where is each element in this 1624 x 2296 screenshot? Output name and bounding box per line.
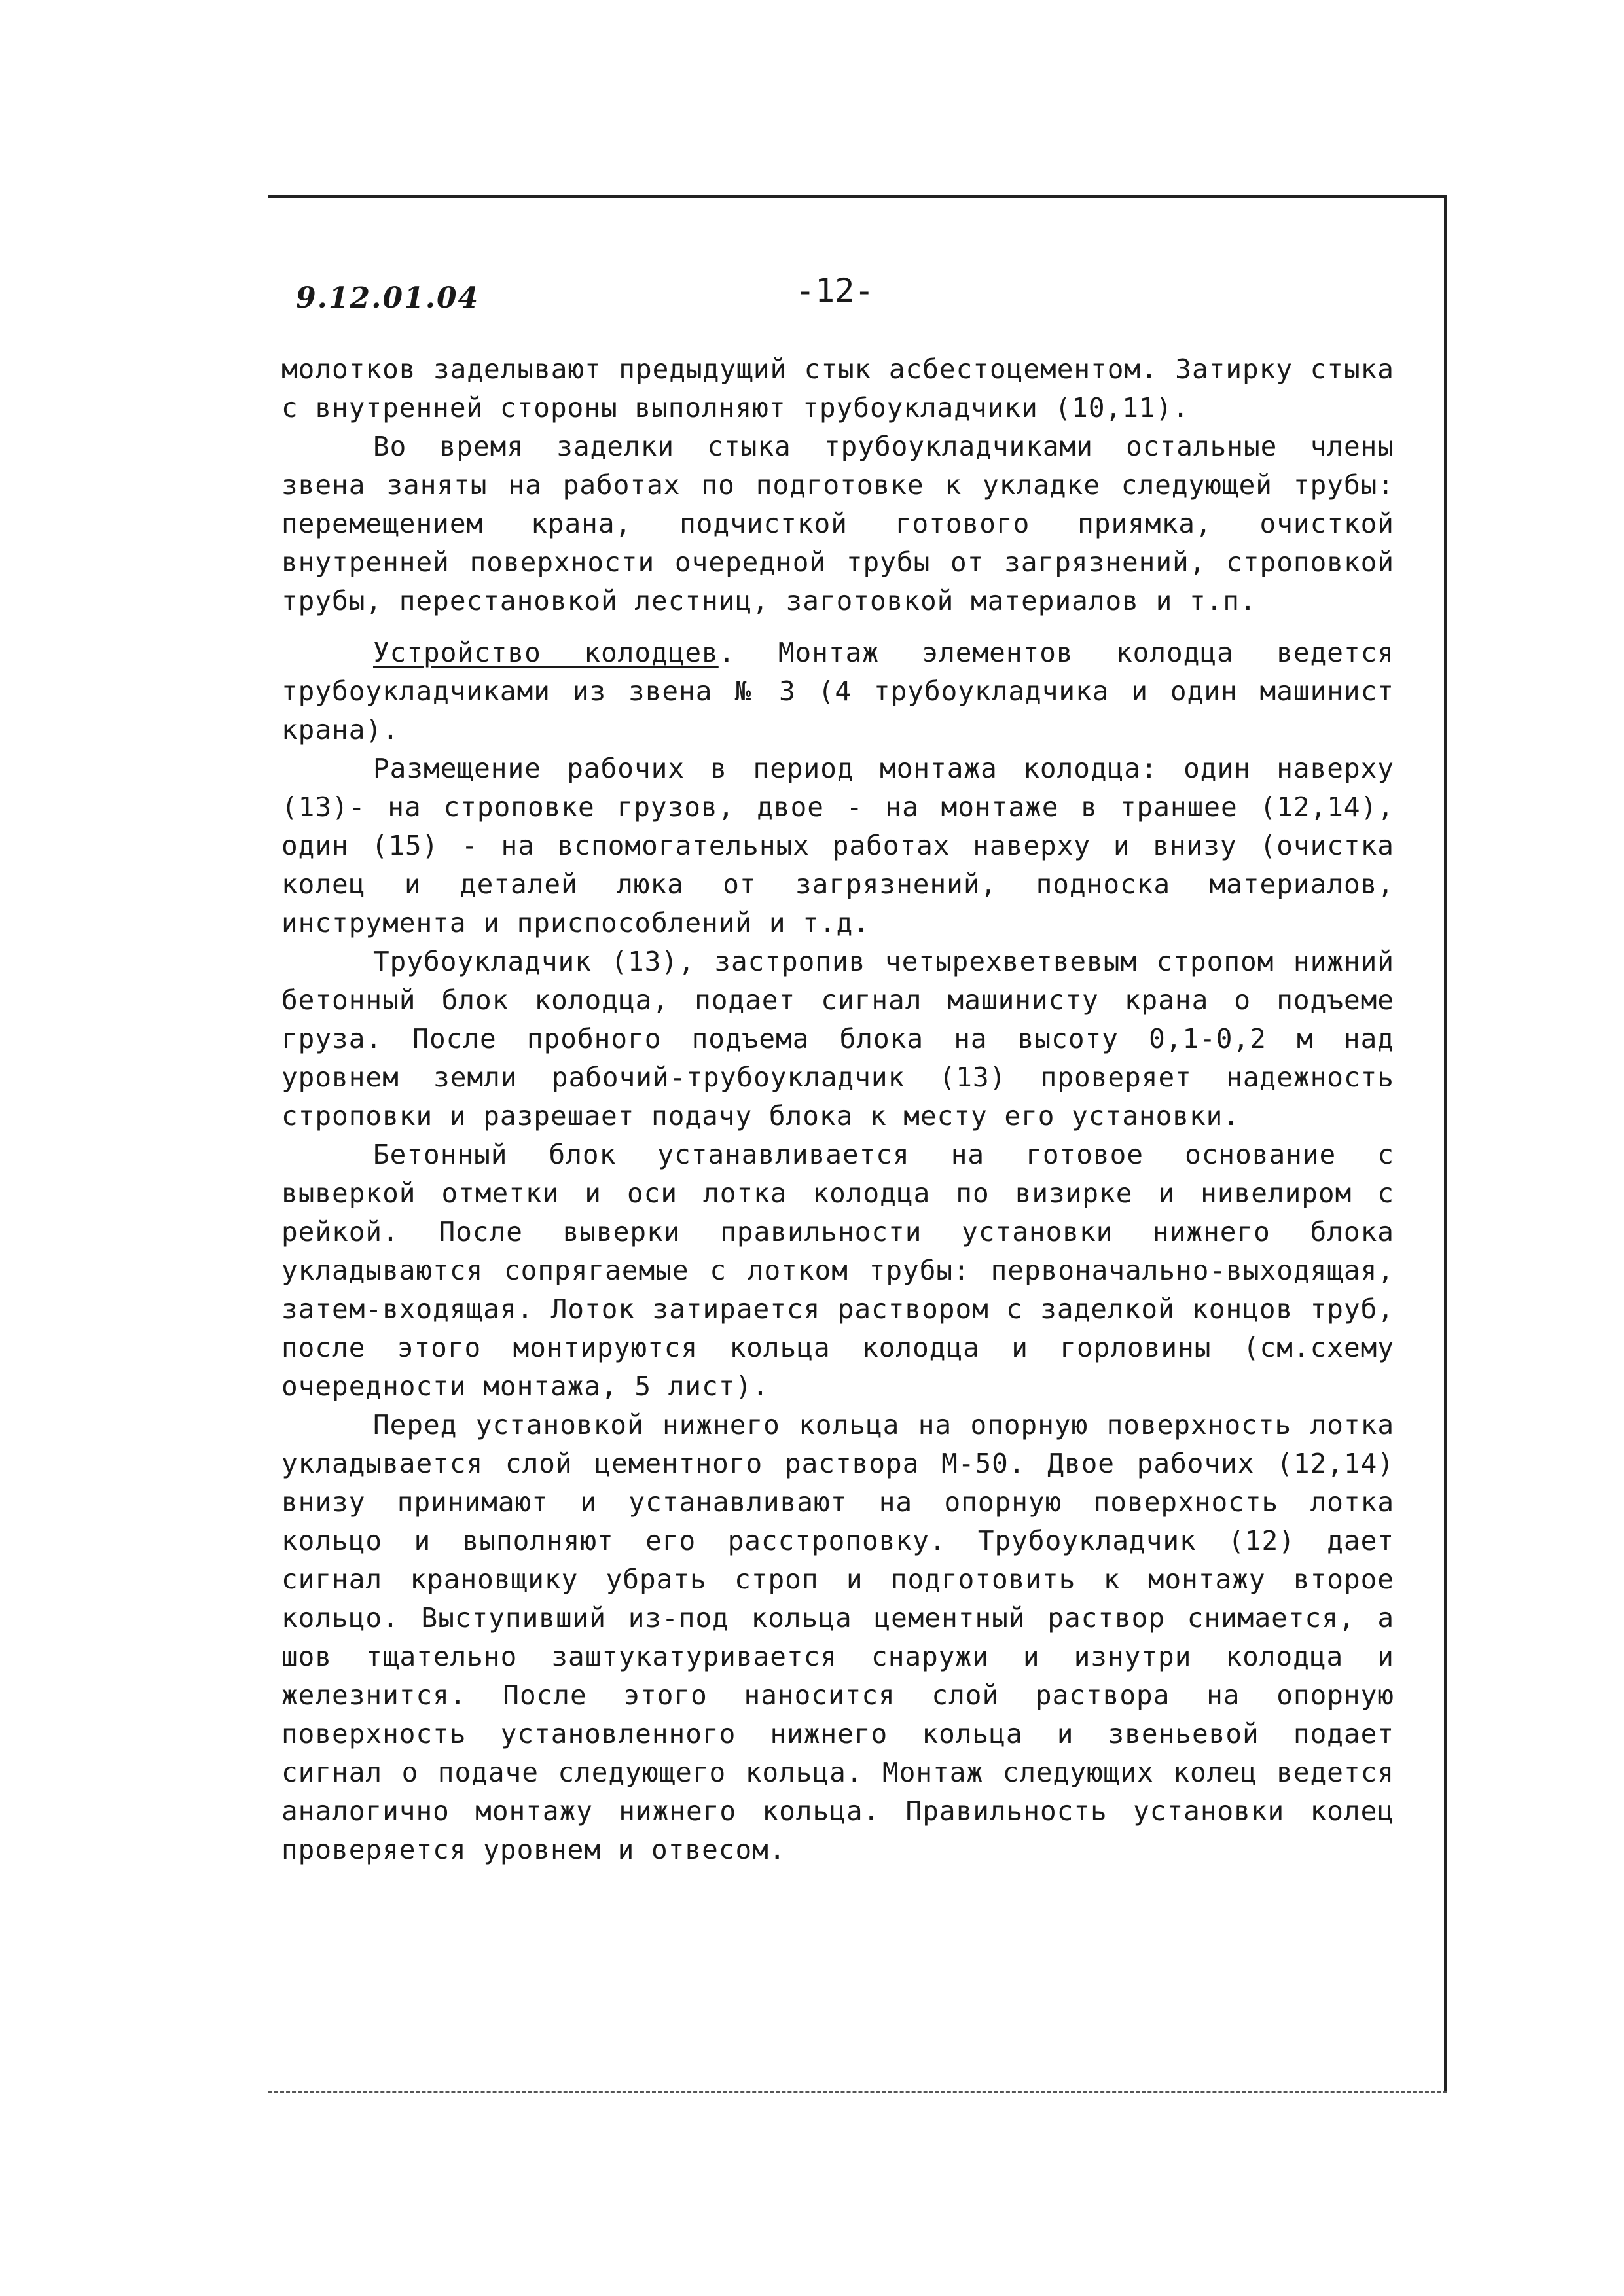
paragraph-5: Трубоукладчик (13), застропив четырехветвевым стропом нижний бетонный блок колодца, подает сигнал машинисту крана о подъеме груза. После пробного подъема блока на высоту 0,1-0,2 м над уровнем земли рабочий-трубоукладчик (13) проверяет надежность строповки и разрешает подачу блока к месту его установки. bbox=[281, 946, 1394, 1132]
section-heading-wells: Устройство колодцев bbox=[373, 637, 719, 668]
paragraph-3 bbox=[281, 634, 1394, 749]
paragraph-2: Во время заделки стыка трубоукладчиками остальные члены звена заняты на работах по подготовке к укладке следующей трубы: перемещением крана, подчисткой готового приямка, очисткой внутренней поверхности очередной трубы от загрязнений, строповкой трубы, перестановкой лестниц, заготовкой материалов и т.п. bbox=[281, 431, 1394, 617]
page-number: -12- bbox=[795, 272, 875, 310]
sheet-frame-top-border bbox=[268, 195, 1447, 198]
paragraph-6: Бетонный блок устанавливается на готовое основание с выверкой отметки и оси лотка колодца по визирке и нивелиром с рейкой. После выверки правильности установки нижнего блока укладываются сопрягаемые с лотком трубы: первоначально-выходящая, затем-входящая. Лоток затирается раствором с заделкой концов труб, после этого монтируются кольца колодца и горловины (см.схему очередности монтажа, 5 лист). bbox=[281, 1139, 1394, 1402]
sheet-frame-right-border bbox=[1444, 195, 1447, 2093]
paragraph-3-text: . Монтаж элементов колодца ведется трубоукладчиками из звена № 3 (4 трубоукладчика и один машинист крана). bbox=[281, 637, 1394, 745]
document-body bbox=[281, 350, 1394, 1869]
paragraph-4: Размещение рабочих в период монтажа колодца: один наверху (13)- на строповке грузов, двое - на монтаже в траншее (12,14), один (15) - на вспомогательных работах наверху и внизу (очистка колец и деталей люка от загрязнений, подноска материалов, инструмента и приспособлений и т.д. bbox=[281, 753, 1394, 939]
paragraph-1: молотков заделывают предыдущий стык асбестоцементом. Затирку стыка с внутренней стороны выполняют трубоукладчики (10,11). bbox=[281, 353, 1394, 423]
sheet-frame-bottom-border bbox=[268, 2091, 1447, 2093]
document-code: 9.12.01.04 bbox=[296, 281, 480, 315]
paragraph-7: Перед установкой нижнего кольца на опорную поверхность лотка укладывается слой цементного раствора М-50. Двое рабочих (12,14) внизу принимают и устанавливают на опорную поверхность лотка кольцо и выполняют его расстроповку. Трубоукладчик (12) дает сигнал крановщику убрать строп и подготовить к монтажу второе кольцо. Выступивший из-под кольца цементный раствор снимается, а шов тщательно заштукатуривается снаружи и изнутри колодца и железнится. После этого наносится слой раствора на опорную поверхность установленного нижнего кольца и звеньевой подает сигнал о подаче следующего кольца. Монтаж следующих колец ведется аналогично монтажу нижнего кольца. Правильность установки колец проверяется уровнем и отвесом. bbox=[281, 1409, 1394, 1865]
